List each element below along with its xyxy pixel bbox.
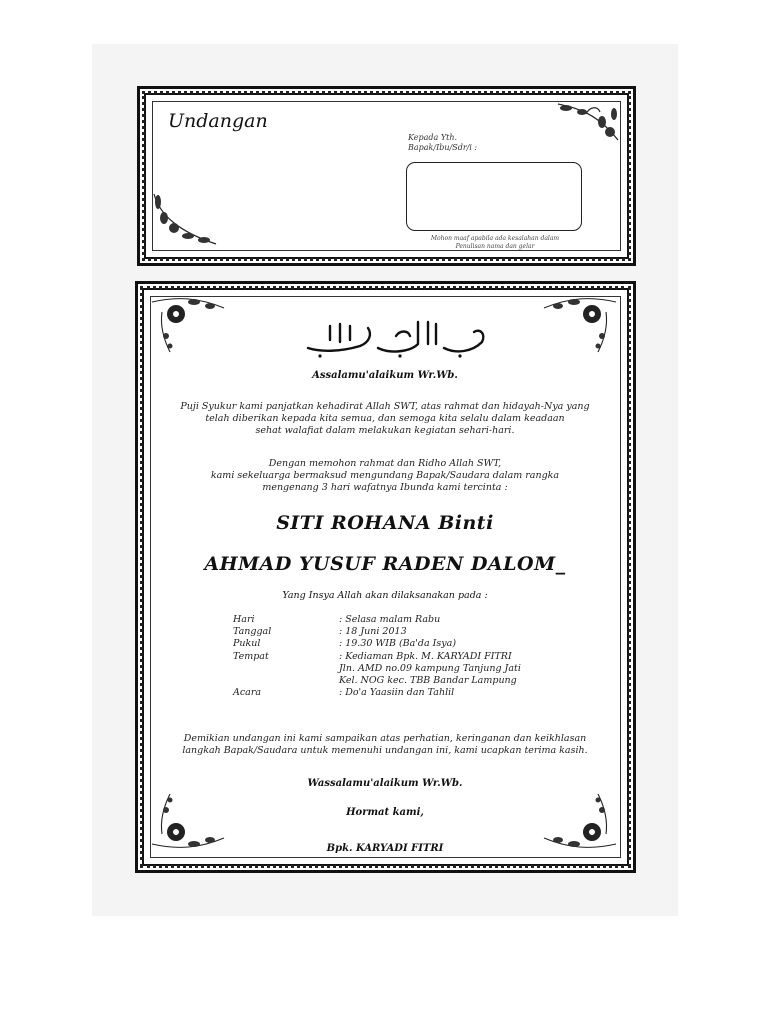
envelope-note: Mohon maaf apabila ada kesalahan dalam Penulisan nama dan gelar [430, 235, 560, 250]
regards: Hormat kami, [346, 807, 424, 818]
detail-row: Tempat : Kediaman Bpk. M. KARYADI FITRI [233, 650, 512, 662]
detail-row: Tanggal : 18 Juni 2013 [233, 626, 407, 638]
floral-corner-icon [148, 790, 228, 854]
detail-row: Hari : Selasa malam Rabu [233, 614, 441, 625]
closing-greeting: Wassalamu'alaikum Wr.Wb. [307, 778, 463, 789]
deceased-name: SITI ROHANA Binti [276, 512, 494, 534]
deceased-parent-name: AHMAD YUSUF RADEN DALOM_ [204, 553, 566, 575]
bismillah-calligraphy-icon [300, 318, 490, 358]
envelope-title: Undangan [168, 110, 268, 132]
schedule-intro: Yang Insya Allah akan dilaksanakan pada : [282, 590, 488, 601]
floral-corner-icon [540, 790, 620, 854]
recipient-label: Kepada Yth. Bapak/Ibu/Sdr/i : [408, 133, 478, 152]
closing-paragraph: Demikian undangan ini kami sampaikan atas perhatian, keringanan dan keikhlasan langkah Bapak/Saudara untuk memenuhi undangan ini, kami ucapkan terima kasih. [182, 733, 588, 756]
detail-row: Jln. AMD no.09 kampung Tanjung Jati [339, 662, 521, 674]
floral-corner-icon [148, 292, 228, 356]
event-details [233, 614, 521, 699]
detail-row: Acara : Do'a Yaasiin dan Tahlil [233, 687, 455, 699]
detail-row: Pukul : 19.30 WIB (Ba'da Isya) [233, 638, 457, 650]
signature: Bpk. KARYADI FITRI [326, 843, 444, 854]
recipient-address-box [406, 162, 582, 231]
greeting: Assalamu'alaikum Wr.Wb. [312, 370, 458, 381]
detail-row: Kel. NOG kec. TBB Bandar Lampung [339, 675, 517, 687]
floral-corner-icon [540, 292, 620, 356]
invitation-paragraph: Dengan memohon rahmat dan Ridho Allah SWT, kami sekeluarga bermaksud mengundang Bapak/Saudara dalam rangka mengenang 3 hari wafatnya Ibunda kami tercinta : [210, 458, 560, 493]
opening-paragraph: Puji Syukur kami panjatkan kehadirat Allah SWT, atas rahmat dan hidayah-Nya yang telah diberikan kepada kita semua, dan semoga kita selalu dalam keadaan sehat walafiat dalam melakukan kegiatan sehari-hari. [180, 401, 590, 436]
floral-ornament-icon [150, 188, 220, 248]
floral-ornament-icon [556, 100, 622, 146]
